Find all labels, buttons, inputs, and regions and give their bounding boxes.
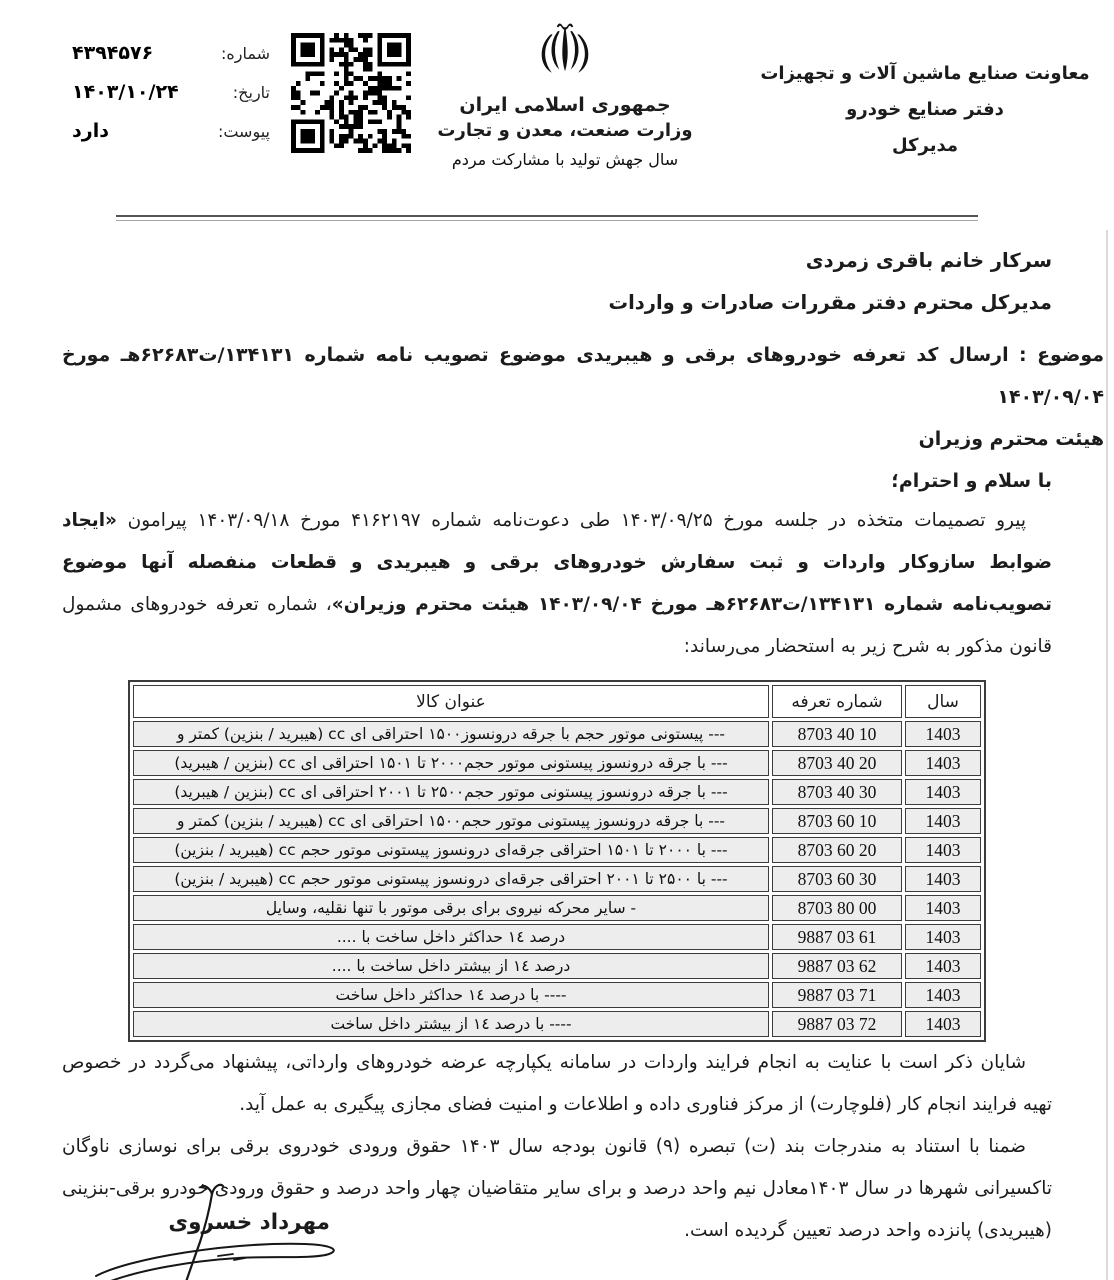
scan-edge-line (1106, 230, 1108, 1280)
subject-block (62, 334, 1104, 460)
tariff-table (128, 680, 986, 1042)
body-paragraph (62, 500, 1052, 668)
table-row: 1403 9887 03 61 درصد ١٤ حداکثر داخل ساخت با .... (133, 924, 981, 950)
year-slogan: سال جهش تولید با مشارکت مردم (451, 150, 679, 169)
subject-line-1: موضوع : ارسال کد تعرفه خودروهای برقی و هیبریدی موضوع تصویب نامه شماره ۱۳۴۱۳۱/ت۶۲۶۸۳هـ مورخ ۱۴۰۳/۰۹/۰۴ (62, 344, 1104, 408)
letter-number-value: ۴۳۹۴۵۷۶ (72, 42, 154, 64)
closing-paragraph-1: شایان ذکر است با عنایت به انجام فرایند واردات در سامانه یکپارچه عرضه خودروهای وارداتی، پیشنهاد می‌گردد در خصوص تهیه فرایند انجام کار (فلوچارت) از مرکز فناوری داده و اطلاعات و امنیت فضای مجازی پیگیری به عمل آید. (62, 1052, 1052, 1115)
letter-content (62, 218, 1104, 1252)
table-row: 1403 8703 60 30 --- با ۲۵۰۰ تا ۲۰۰۱ احتراقی جرقه‌ای درونسوز پیستونی موتور حجم cc (هیبرید / بنزین) (133, 866, 981, 892)
table-row: 1403 9887 03 72 ---- با درصد ١٤ از بیشتر داخل ساخت (133, 1011, 981, 1037)
body-text-post: ، شماره تعرفه خودروهای مشمول قانون مذکور به شرح زیر به استحضار می‌رساند: (62, 594, 1052, 657)
letter-attachment-label: پیوست: (217, 122, 270, 141)
director-general-title: مدیرکل (891, 135, 959, 156)
signer-name: مهرداد خسروی (168, 1210, 330, 1235)
table-row: 1403 8703 60 20 --- با ۲۰۰۰ تا ۱۵۰۱ احتراقی جرقه‌ای درونسوز پیستونی موتور حجم cc (هیبرید / بنزین) (133, 837, 981, 863)
table-row: 1403 8703 60 10 --- با جرقه درونسوز پیستونی موتور حجم۱۵۰۰ احتراقی ای cc (هیبرید / بنزین) کمتر و (133, 808, 981, 834)
subject-line-2: هیئت محترم وزیران (918, 428, 1104, 450)
letter-date-value: ۱۴۰۳/۱۰/۲۴ (72, 81, 179, 103)
table-row: 1403 9887 03 62 درصد ١٤ از بیشتر داخل ساخت با .... (133, 953, 981, 979)
letter-number-row (72, 42, 270, 64)
qr-code-icon (290, 33, 412, 153)
table-row: 1403 9887 03 71 ---- با درصد ١٤ حداکثر داخل ساخت (133, 982, 981, 1008)
closing-paragraph-2: ضمنا با استناد به مندرجات بند (ت) تبصره (۹) قانون بودجه سال ۱۴۰۳ حقوق ورودی خودروی برقی برای نوسازی ناوگان تاکسیرانی شهرها در سال ۱۴۰۳معادل نیم واحد درصد و برای سایر متقاضیان چهار واحد درصد و حقوق ورودی خودرو برقی-بنزینی (هیبریدی) پانزده واحد درصد تعیین گردیده است. (62, 1136, 1052, 1241)
letter-date-row (72, 81, 270, 103)
letterhead (0, 0, 1114, 218)
office-name: دفتر صنایع خودرو (846, 99, 1004, 120)
table-header-row (133, 685, 981, 718)
deputy-name: معاونت صنایع ماشین آلات و تجهیزات (760, 63, 1090, 84)
department-block (750, 56, 1100, 164)
recipient-name: سرکار خانم باقری زمردی (805, 249, 1052, 272)
handwritten-signature-icon (60, 1180, 390, 1280)
table-row: 1403 8703 40 30 --- با جرقه درونسوز پیستونی موتور حجم۲۵۰۰ تا ۲۰۰۱ احتراقی ای cc (بنزین / هیبرید) (133, 779, 981, 805)
letter-meta (72, 42, 270, 159)
body-text-pre: پیرو تصمیمات متخذه در جلسه مورخ ۱۴۰۳/۰۹/۲۵ طی دعوت‌نامه شماره ۴۱۶۲۱۹۷ مورخ ۱۴۰۳/۰۹/۱۸ پیرامون (117, 510, 1026, 531)
letter-number-label: شماره: (220, 44, 270, 63)
table-body (133, 721, 981, 1037)
ministry-name: وزارت صنعت، معدن و تجارت (437, 120, 693, 141)
letterhead-center (425, 20, 705, 169)
government-name: جمهوری اسلامی ایران (459, 94, 671, 116)
table-row: 1403 8703 80 00 - سایر محرکه نیروی برای برقی موتور با تنها نقلیه، وسایل (133, 895, 981, 921)
table-row: 1403 8703 40 20 --- با جرقه درونسوز پیستونی موتور حجم۲۰۰۰ تا ۱۵۰۱ احتراقی ای cc (بنزین / هیبرید) (133, 750, 981, 776)
recipient-block (62, 240, 1052, 324)
column-header-code: شماره تعرفه (772, 685, 902, 718)
recipient-title: مدیرکل محترم دفتر مقررات صادرات و واردات (608, 291, 1052, 314)
letter-date-label: تاریخ: (232, 83, 270, 102)
letter-attachment-value: دارد (72, 120, 109, 142)
signature-block (60, 1180, 390, 1280)
body-text-bold: «ایجاد ضوابط سازوکار واردات و ثبت سفارش خودروهای برقی و هیبریدی و قطعات منفصله آنها موضوع تصویب‌نامه شماره ۱۳۴۱۳۱/ت۶۲۶۸۳هـ مورخ ۱۴۰۳/۰۹/۰۴ هیئت محترم وزیران» (62, 510, 1052, 615)
salutation: با سلام و احترام؛ (891, 470, 1052, 492)
iran-emblem-icon (532, 20, 598, 92)
table-row: 1403 8703 40 10 --- پیستونی موتور حجم با جرقه درونسوز۱۵۰۰ احتراقی ای cc (هیبرید / بنزین) کمتر و (133, 721, 981, 747)
column-header-title: عنوان کالا (133, 685, 769, 718)
column-header-year: سال (905, 685, 981, 718)
letter-attachment-row (72, 120, 270, 142)
